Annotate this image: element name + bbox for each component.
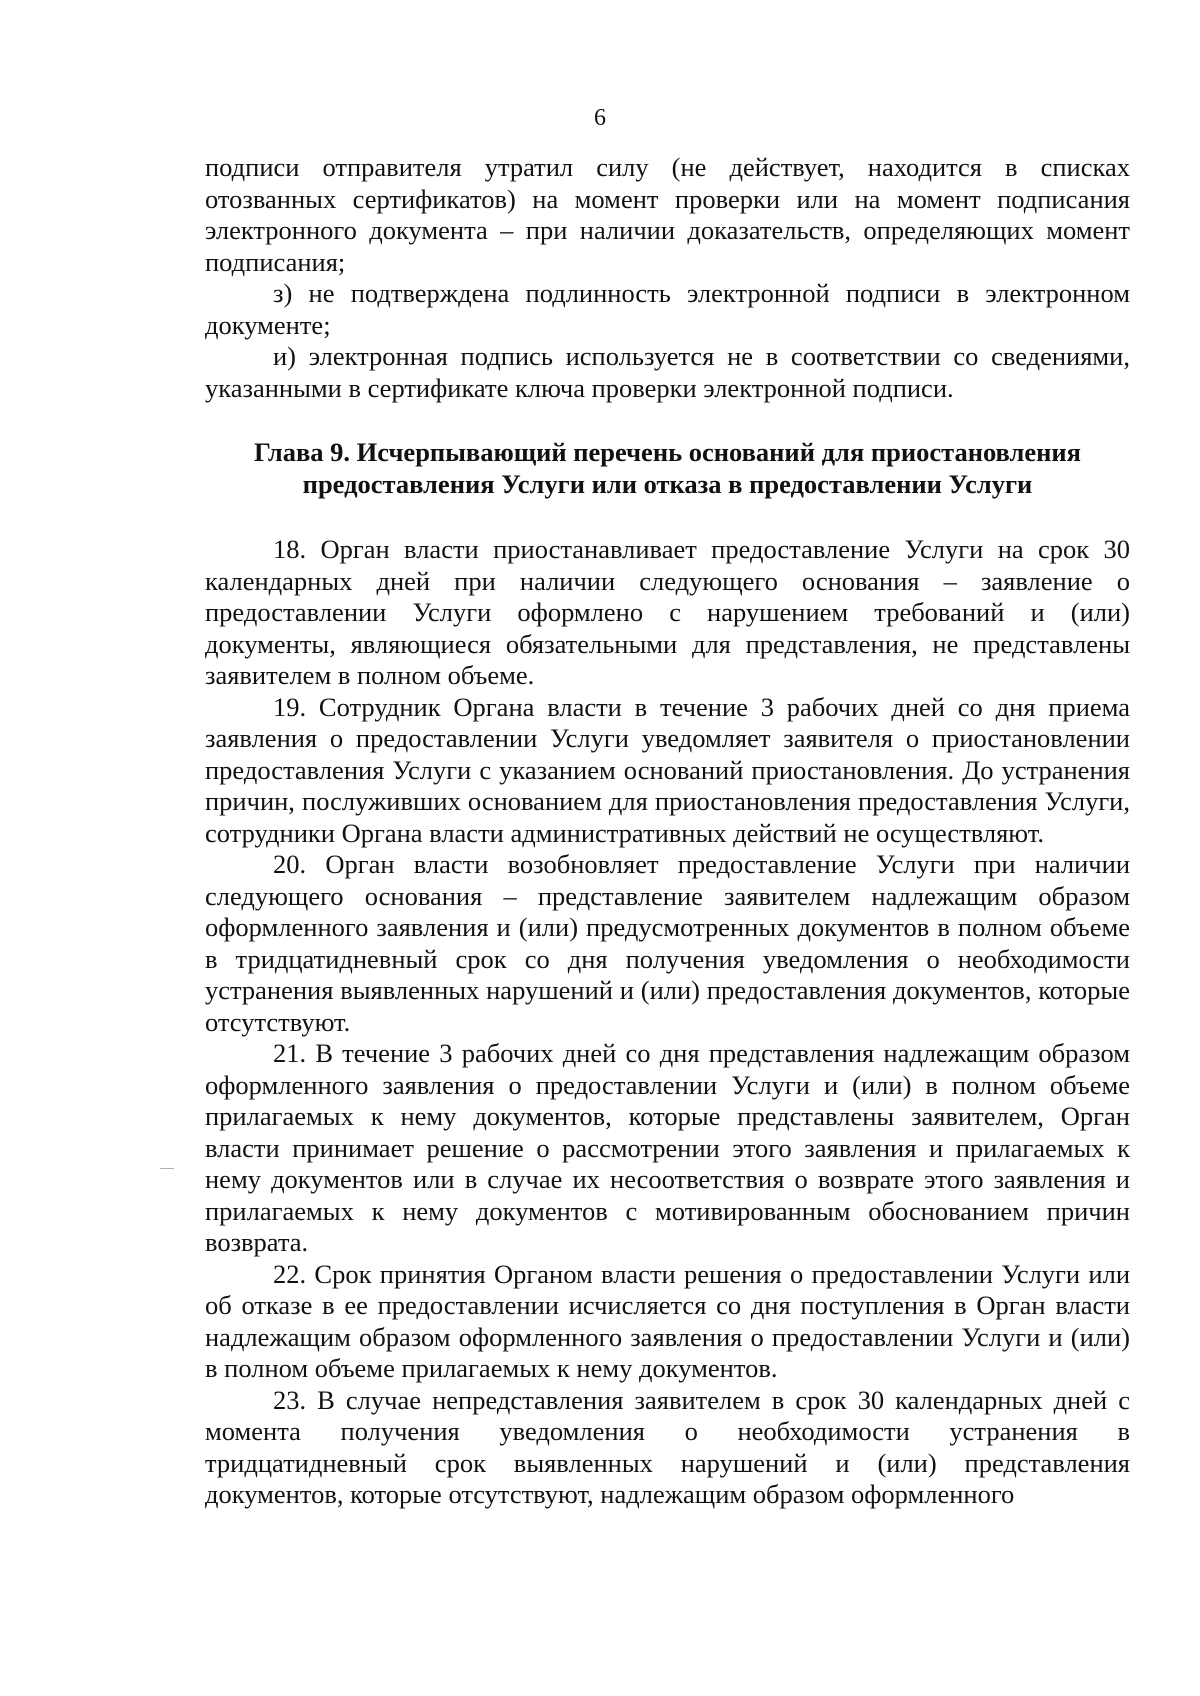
paragraph-continuation: подписи отправителя утратил силу (не действует, находится в списках отозванных сертификатов) на момент проверки или на момент подписания электронного документа – при наличии доказательств, определяющих момент подписания; [205,152,1130,277]
document-body [205,152,1130,1511]
paragraph-item-z: з) не подтверждена подлинность электронной подписи в электронном документе; [205,278,1130,340]
paragraph-20: 20. Орган власти возобновляет предоставление Услуги при наличии следующего основания – представление заявителем надлежащим образом оформленного заявления и (или) предусмотренных документов в полном объеме в тридцатидневный срок со дня получения уведомления о необходимости устранения выявленных нарушений и (или) предоставления документов, которые отсутствуют. [205,849,1130,1037]
paragraph-23: 23. В случае непредставления заявителем в срок 30 календарных дней с момента получения уведомления о необходимости устранения в тридцатидневный срок выявленных нарушений и (или) представления документов, которые отсутствуют, надлежащим образом оформленного [205,1384,1130,1509]
paragraph-21: 21. В течение 3 рабочих дней со дня представления надлежащим образом оформленного заявления о предоставлении Услуги и (или) в полном объеме прилагаемых к нему документов, которые представлены заявителем, Орган власти принимает решение о рассмотрении этого заявления и прилагаемых к нему документов или в случае их несоответствия о возврате этого заявления и прилагаемых к нему документов с мотивированным обоснованием причин возврата. [205,1038,1130,1257]
paragraph-19: 19. Сотрудник Органа власти в течение 3 рабочих дней со дня приема заявления о предоставлении Услуги уведомляет заявителя о приостановлении предоставления Услуги с указанием оснований приостановления. До устранения причин, послуживших основанием для приостановления предоставления Услуги, сотрудники Органа власти административных действий не осуществляют. [205,691,1130,848]
chapter-heading: Глава 9. Исчерпывающий перечень оснований для приостановления предоставления Услуги или отказа в предоставлении Услуги [253,437,1082,499]
paragraph-18: 18. Орган власти приостанавливает предоставление Услуги на срок 30 календарных дней при наличии следующего основания – заявление о предоставлении Услуги оформлено с нарушением требований и (или) документы, являющиеся обязательными для представления, не представлены заявителем в полном объеме. [205,534,1130,690]
paragraph-item-i: и) электронная подпись используется не в соответствии со сведениями, указанными в сертификате ключа проверки электронной подписи. [205,341,1130,403]
paragraph-22: 22. Срок принятия Органом власти решения о предоставлении Услуги или об отказе в ее предоставлении исчисляется со дня поступления в Орган власти надлежащим образом оформленного заявления о предоставлении Услуги и (или) в полном объеме прилагаемых к нему документов. [205,1258,1130,1383]
scan-margin-mark [160,1168,174,1169]
page-number: 6 [594,105,606,131]
